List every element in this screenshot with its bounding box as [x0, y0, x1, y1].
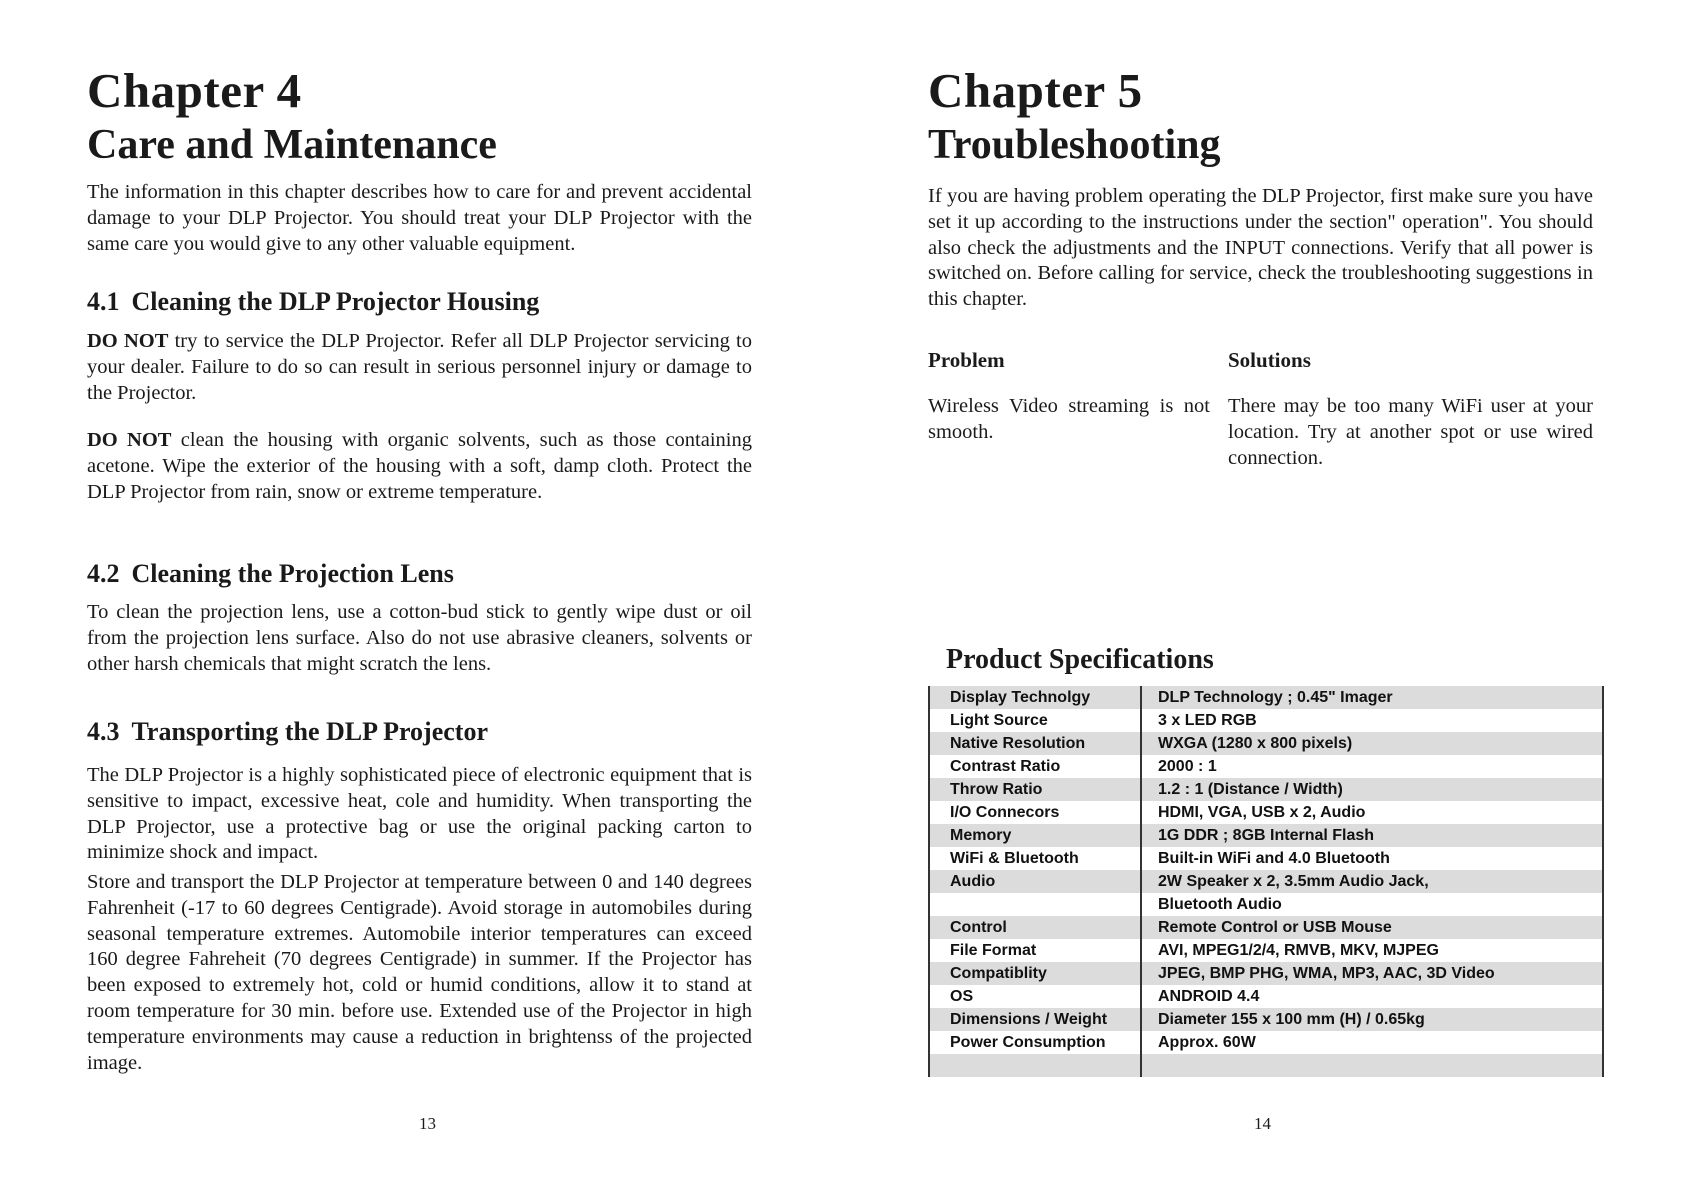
page-number-13: 13 — [419, 1114, 436, 1133]
section-4-1-paragraph-1 — [87, 329, 752, 406]
spec-label: Display Technolgy — [930, 686, 1142, 709]
section-title: Cleaning the Projection Lens — [131, 559, 454, 588]
chapter-4-number: Chapter 4 — [87, 63, 302, 118]
spec-row — [930, 939, 1602, 962]
section-number: 4.3 — [87, 717, 120, 746]
paragraph-text: try to service the DLP Projector. Refer all DLP Projector servicing to your dealer. Failure to do so can result in serious personnel injury or damage to the Projector. — [87, 330, 752, 404]
spec-row — [930, 801, 1602, 824]
spec-value: AVI, MPEG1/2/4, RMVB, MKV, MJPEG — [1158, 941, 1439, 959]
spec-row — [930, 824, 1602, 847]
spec-row — [930, 985, 1602, 1008]
spec-row — [930, 686, 1602, 709]
spec-row — [930, 1031, 1602, 1054]
solution-cell: There may be too many WiFi user at your location. Try at another spot or use wired connection. — [1228, 395, 1593, 469]
chapter-5-intro: If you are having problem operating the DLP Projector, first make sure you have set it up according to the instructions under the section" operation". You should also check the adjustments and the INPUT connections. Verify that all power is switched on. Before calling for service, check the troubleshooting suggestions in this chapter. — [928, 185, 1593, 311]
right-page — [928, 0, 1593, 1180]
page-number-14: 14 — [1254, 1114, 1271, 1133]
spec-row — [930, 893, 1602, 916]
spec-label: Native Resolution — [930, 732, 1142, 755]
spec-label-empty — [930, 1054, 1142, 1077]
section-4-2-paragraph: To clean the projection lens, use a cotton-bud stick to gently wipe dust or oil from the projection lens surface. Also do not use abrasive cleaners, solvents or other harsh chemicals that might scratch the lens. — [87, 601, 752, 675]
solutions-column-header: Solutions — [1228, 348, 1311, 372]
section-title: Cleaning the DLP Projector Housing — [131, 287, 540, 316]
left-page — [87, 0, 752, 1180]
spec-label: Throw Ratio — [930, 778, 1142, 801]
spec-value: 2W Speaker x 2, 3.5mm Audio Jack, — [1158, 872, 1429, 890]
spec-label: Power Consumption — [930, 1031, 1142, 1054]
problem-cell: Wireless Video streaming is not smooth. — [928, 395, 1210, 443]
spec-value: WXGA (1280 x 800 pixels) — [1158, 734, 1353, 752]
spec-label: File Format — [930, 939, 1142, 962]
spec-label: Light Source — [930, 709, 1142, 732]
spec-label: Dimensions / Weight — [930, 1008, 1142, 1031]
section-4-1-paragraph-2 — [87, 428, 752, 505]
spec-label: Audio — [930, 870, 1142, 893]
spec-value: DLP Technology ; 0.45" Imager — [1158, 688, 1393, 706]
section-4-2-heading — [87, 561, 454, 587]
product-specifications-table — [928, 686, 1604, 1077]
spec-value: Built-in WiFi and 4.0 Bluetooth — [1158, 849, 1390, 867]
spec-label: I/O Connecors — [930, 801, 1142, 824]
spec-label: Memory — [930, 824, 1142, 847]
spec-row — [930, 962, 1602, 985]
spec-label: Control — [930, 916, 1142, 939]
spec-row — [930, 916, 1602, 939]
section-title: Transporting the DLP Projector — [131, 717, 488, 746]
warning-lead: DO NOT — [87, 429, 172, 451]
spec-value: ANDROID 4.4 — [1158, 987, 1260, 1005]
spec-label: OS — [930, 985, 1142, 1008]
warning-lead: DO NOT — [87, 330, 169, 352]
spec-label: Compatiblity — [930, 962, 1142, 985]
spec-value: HDMI, VGA, USB x 2, Audio — [1158, 803, 1366, 821]
spec-value: Remote Control or USB Mouse — [1158, 918, 1392, 936]
product-specifications-title: Product Specifications — [946, 644, 1214, 675]
spec-value: 3 x LED RGB — [1158, 711, 1257, 729]
spec-label — [930, 893, 1142, 916]
problem-column-header: Problem — [928, 348, 1005, 372]
spec-value: Bluetooth Audio — [1158, 895, 1282, 913]
spec-row — [930, 732, 1602, 755]
spec-row-empty — [930, 1054, 1602, 1077]
section-4-1-heading — [87, 289, 539, 315]
section-4-3-heading — [87, 719, 488, 745]
spec-label: WiFi & Bluetooth — [930, 847, 1142, 870]
chapter-5-title: Troubleshooting — [928, 122, 1221, 168]
spec-row — [930, 755, 1602, 778]
spec-row — [930, 709, 1602, 732]
chapter-4-intro: The information in this chapter describes how to care for and prevent accidental damage to your DLP Projector. You should treat your DLP Projector with the same care you would give to any other valuable equipment. — [87, 181, 752, 255]
spec-label: Contrast Ratio — [930, 755, 1142, 778]
spec-row — [930, 847, 1602, 870]
spec-value: Diameter 155 x 100 mm (H) / 0.65kg — [1158, 1010, 1425, 1028]
section-4-3-paragraph-1: The DLP Projector is a highly sophisticated piece of electronic equipment that is sensitive to impact, excessive heat, cole and humidity. When transporting the DLP Projector, use a protective bag or use the original packing carton to minimize shock and impact. — [87, 764, 752, 864]
spec-row — [930, 1008, 1602, 1031]
chapter-5-number: Chapter 5 — [928, 63, 1143, 118]
spec-value: 1G DDR ; 8GB Internal Flash — [1158, 826, 1375, 844]
spec-value: Approx. 60W — [1158, 1033, 1256, 1051]
spec-value: 1.2 : 1 (Distance / Width) — [1158, 780, 1343, 798]
section-number: 4.2 — [87, 559, 120, 588]
spec-row — [930, 778, 1602, 801]
section-4-3-paragraph-2: Store and transport the DLP Projector at temperature between 0 and 140 degrees Fahrenheit (-17 to 60 degrees Centigrade). Avoid storage in automobiles during seasonal temperature extremes. Automobile interior temperatures can exceed 160 degree Fahreheit (70 degrees Centigrade) in summer. If the Projector has been exposed to extremely hot, cold or humid conditions, allow it to stand at room temperature for 30 min. before use. Extended use of the Projector in high temperature environments may cause a reduction in brightenss of the projected image. — [87, 871, 752, 1074]
section-number: 4.1 — [87, 287, 120, 316]
spec-value: JPEG, BMP PHG, WMA, MP3, AAC, 3D Video — [1158, 964, 1495, 982]
spec-value: 2000 : 1 — [1158, 757, 1217, 775]
paragraph-text: clean the housing with organic solvents, such as those containing acetone. Wipe the exterior of the housing with a soft, damp cloth. Protect the DLP Projector from rain, snow or extreme temperature. — [87, 429, 752, 503]
chapter-4-title: Care and Maintenance — [87, 122, 497, 168]
spec-row — [930, 870, 1602, 893]
